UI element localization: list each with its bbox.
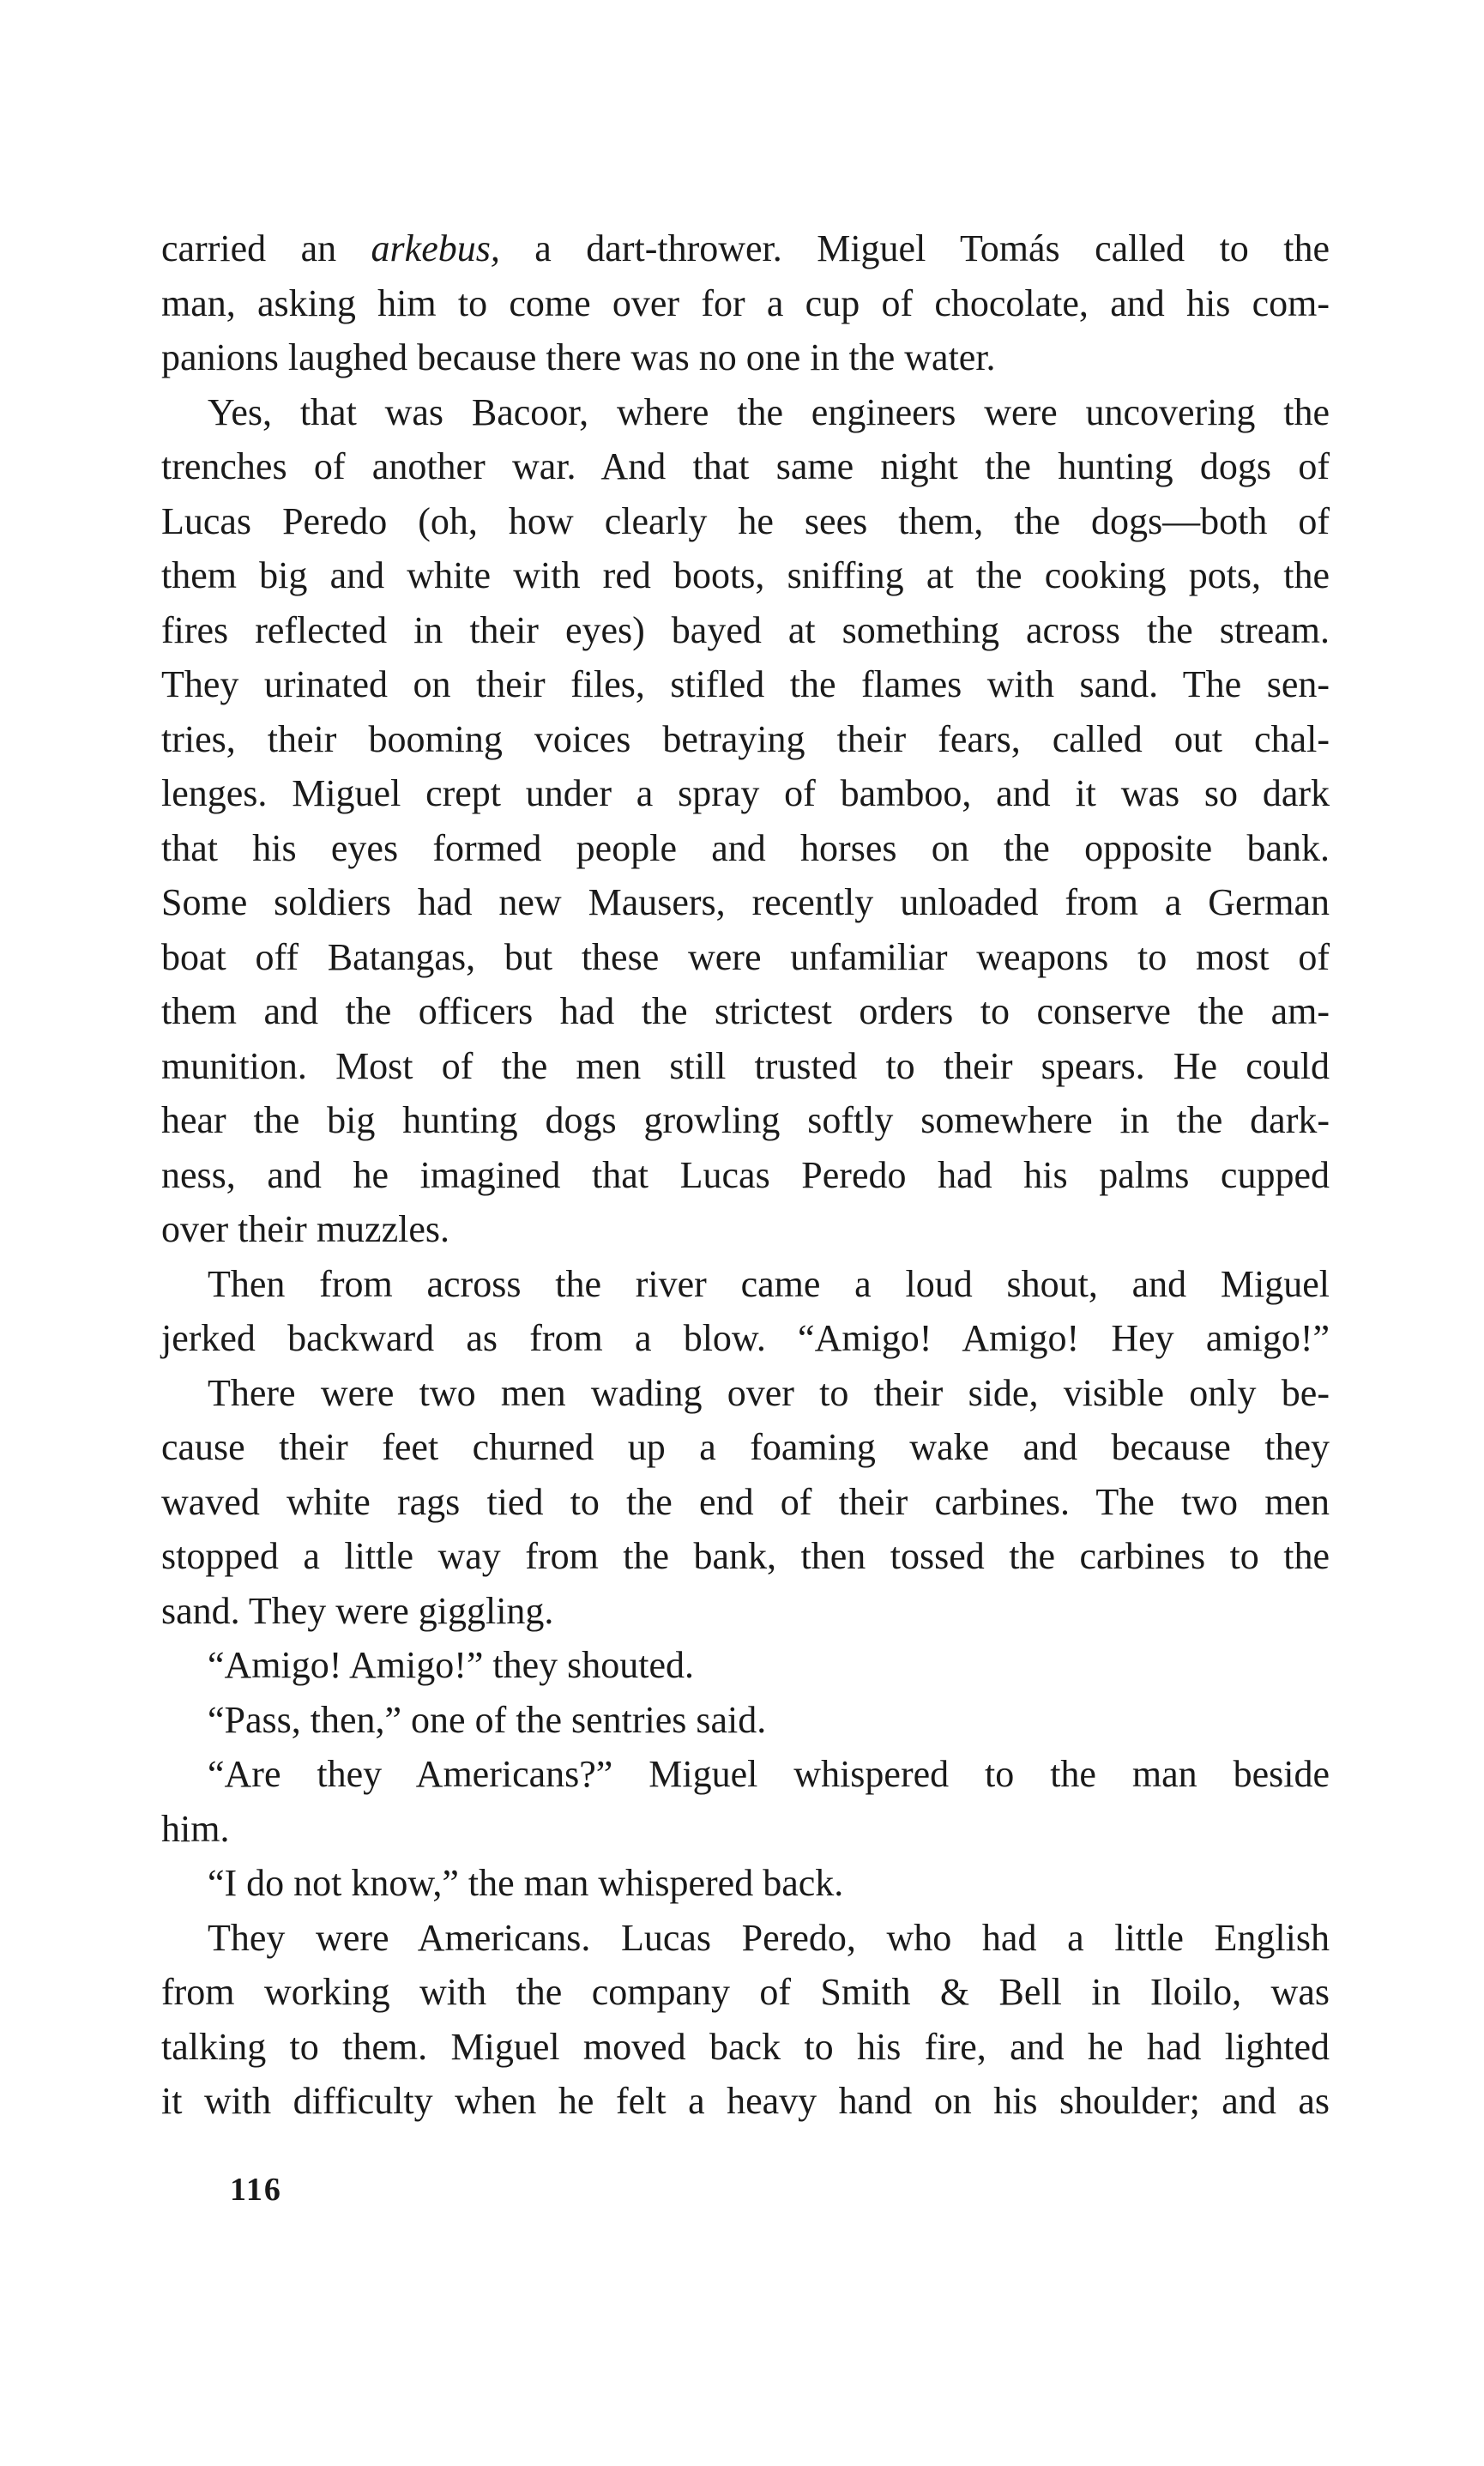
text-line-start: waved white rags tied to the end of their carbines. The two men	[161, 1480, 1330, 1523]
text-line	[161, 1584, 1330, 1639]
text-line	[161, 1638, 1330, 1693]
text-line-start: “Are they Americans?” Miguel whispered to the man beside	[208, 1753, 1330, 1795]
text-line-start: Then from across the river came a loud shout, and Miguel	[208, 1262, 1330, 1305]
text-line	[161, 1148, 1330, 1203]
text-line-start: carried an	[161, 227, 371, 269]
text-line-start: They urinated on their files, stifled the flames with sand. The sen-	[161, 663, 1330, 705]
text-line	[161, 1311, 1330, 1366]
text-line	[161, 712, 1330, 767]
text-line	[161, 1965, 1330, 2020]
text-line	[161, 1475, 1330, 1530]
text-line-start: it with difficulty when he felt a heavy hand on his shoulder; and as	[161, 2080, 1330, 2122]
text-line-start: talking to them. Miguel moved back to his fire, and he had lighted	[161, 2025, 1330, 2068]
text-line-start: lenges. Miguel crept under a spray of bamboo, and it was so dark	[161, 772, 1330, 814]
text-line	[161, 766, 1330, 821]
body-text	[161, 221, 1330, 2129]
text-line	[161, 276, 1330, 331]
text-line-start: sand. They were giggling.	[161, 1589, 554, 1632]
text-line-start: Yes, that was Bacoor, where the engineers were uncovering the	[208, 390, 1330, 433]
text-line	[161, 984, 1330, 1039]
text-line	[161, 1693, 1330, 1748]
text-line	[161, 1911, 1330, 1966]
text-line	[161, 1802, 1330, 1857]
text-line	[161, 1420, 1330, 1475]
text-line-start: stopped a little way from the bank, then tossed the carbines to the	[161, 1535, 1330, 1577]
text-line	[161, 548, 1330, 603]
text-line-start: ness, and he imagined that Lucas Peredo had his palms cupped	[161, 1153, 1330, 1196]
text-line-start: cause their feet churned up a foaming wake and because they	[161, 1426, 1330, 1468]
text-line-start: tries, their booming voices betraying their fears, called out chal-	[161, 717, 1330, 760]
text-line	[161, 330, 1330, 385]
text-line	[161, 1202, 1330, 1257]
text-line	[161, 2074, 1330, 2129]
text-line-start: panions laughed because there was no one in the water.	[161, 336, 996, 378]
text-line	[161, 494, 1330, 549]
text-line-start: boat off Batangas, but these were unfamiliar weapons to most of	[161, 935, 1330, 978]
text-line-start: over their muzzles.	[161, 1208, 449, 1250]
text-line	[161, 439, 1330, 494]
text-line	[161, 1747, 1330, 1802]
text-line-start: that his eyes formed people and horses on the opposite bank.	[161, 826, 1330, 869]
text-line-start: Some soldiers had new Mausers, recently unloaded from a German	[161, 881, 1330, 923]
text-line	[161, 1856, 1330, 1911]
text-line-start: There were two men wading over to their side, visible only be-	[208, 1371, 1330, 1414]
text-line-start: “Pass, then,” one of the sentries said.	[208, 1698, 767, 1741]
text-line-start: “Amigo! Amigo!” they shouted.	[208, 1644, 695, 1686]
text-line	[161, 603, 1330, 658]
italic-word: arkebus,	[371, 227, 500, 269]
text-line-start: man, asking him to come over for a cup of chocolate, and his com-	[161, 281, 1330, 324]
text-line	[161, 1093, 1330, 1148]
text-line-start: them and the officers had the strictest orders to conserve the am-	[161, 990, 1330, 1032]
text-line-start: fires reflected in their eyes) bayed at something across the stream.	[161, 608, 1330, 651]
text-line	[161, 1039, 1330, 1094]
text-line-start: jerked backward as from a blow. “Amigo! Amigo! Hey amigo!”	[161, 1317, 1330, 1359]
text-line	[161, 2020, 1330, 2075]
text-line-end: a dart-thrower. Miguel Tomás called to the	[499, 227, 1330, 269]
text-line-start: Lucas Peredo (oh, how clearly he sees them, the dogs—both of	[161, 499, 1330, 542]
text-line	[161, 1257, 1330, 1312]
text-line-start: trenches of another war. And that same night the hunting dogs of	[161, 445, 1330, 487]
page-number: 116	[230, 2172, 282, 2208]
text-line	[161, 657, 1330, 712]
text-line	[161, 1366, 1330, 1421]
text-line	[161, 385, 1330, 440]
text-line-start: “I do not know,” the man whispered back.	[208, 1862, 844, 1904]
text-line	[161, 930, 1330, 985]
text-line	[161, 1529, 1330, 1584]
text-line-start: him.	[161, 1807, 230, 1850]
text-line	[161, 821, 1330, 876]
text-line-start: from working with the company of Smith & Bell in Iloilo, was	[161, 1971, 1330, 2013]
text-line	[161, 875, 1330, 930]
text-line-start: them big and white with red boots, sniffing at the cooking pots, the	[161, 554, 1330, 596]
text-line-start: They were Americans. Lucas Peredo, who had a little English	[208, 1916, 1330, 1959]
text-line	[161, 221, 1330, 276]
text-line-start: munition. Most of the men still trusted to their spears. He could	[161, 1044, 1330, 1087]
text-line-start: hear the big hunting dogs growling softly somewhere in the dark-	[161, 1099, 1330, 1141]
